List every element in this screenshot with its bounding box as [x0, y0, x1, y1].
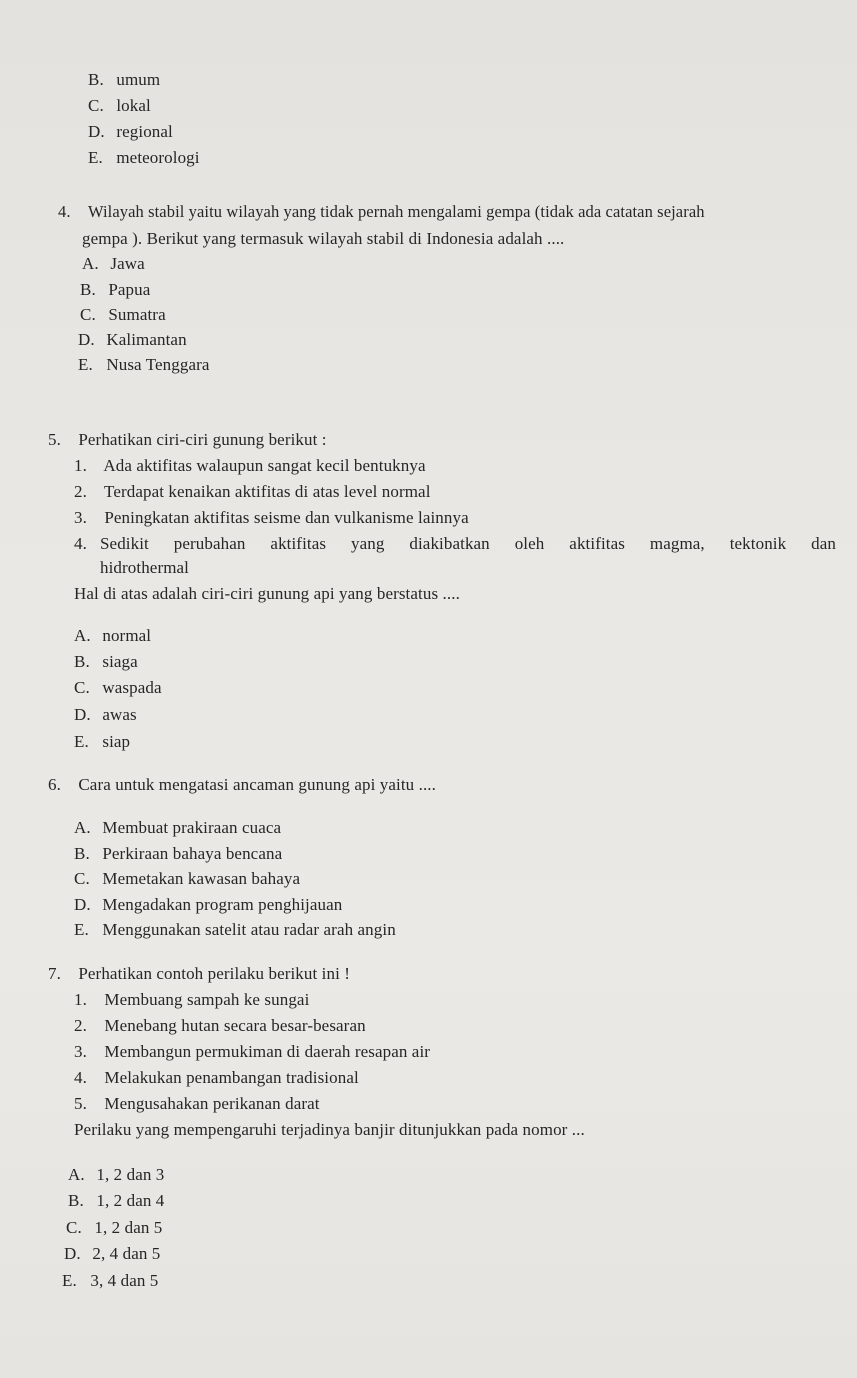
q7-item-2 [74, 1016, 366, 1036]
q7-option-e [62, 1271, 158, 1291]
option-text: Mengadakan program penghijauan [102, 895, 343, 914]
question-number: 6. [48, 775, 61, 794]
q6-option-e [74, 920, 396, 940]
option-text: waspada [102, 678, 162, 697]
q5-option-a [74, 626, 151, 646]
item-text: Ada aktifitas walaupun sangat kecil bentuknya [103, 456, 426, 475]
item-text: Sedikit perubahan aktifitas yang diakibatkan oleh aktifitas magma, tektonik dan [100, 534, 836, 553]
option-text: Nusa Tenggara [106, 355, 210, 374]
item-number: 3. [74, 508, 87, 527]
item-number: 2. [74, 1016, 87, 1035]
question-number: 5. [48, 430, 61, 449]
option-text: umum [116, 70, 161, 89]
option-letter: B. [88, 70, 104, 89]
q6-option-a [74, 818, 281, 838]
item-number: 5. [74, 1094, 87, 1113]
q5-item-3 [74, 508, 469, 528]
item-text: Menebang hutan secara besar-besaran [104, 1016, 366, 1035]
question-text: Perilaku yang mempengaruhi terjadinya banjir ditunjukkan pada nomor ... [74, 1120, 585, 1139]
item-number: 3. [74, 1042, 87, 1061]
q3-option-e [88, 148, 200, 168]
q7-item-1 [74, 990, 309, 1010]
option-letter: C. [88, 96, 104, 115]
item-text: Membuang sampah ke sungai [104, 990, 310, 1009]
item-text: Membangun permukiman di daerah resapan air [104, 1042, 431, 1061]
option-letter: E. [78, 355, 93, 374]
q7-item-4 [74, 1068, 359, 1088]
q5-option-d [74, 705, 137, 725]
option-letter: D. [78, 330, 95, 349]
option-text: 1, 2 dan 3 [96, 1165, 165, 1184]
q5-question [74, 584, 460, 604]
option-letter: A. [68, 1165, 85, 1184]
option-text: siap [102, 732, 131, 751]
q5-item-4-cont [100, 558, 189, 578]
option-letter: D. [88, 122, 105, 141]
item-number: 2. [74, 482, 87, 501]
question-number: 7. [48, 964, 61, 983]
q4-stem-line1 [58, 202, 705, 222]
option-text: Kalimantan [106, 330, 187, 349]
q7-stem [48, 964, 350, 984]
option-letter: E. [62, 1271, 77, 1290]
option-letter: C. [66, 1218, 82, 1237]
option-letter: C. [74, 869, 90, 888]
item-text: Terdapat kenaikan aktifitas di atas level normal [104, 482, 431, 501]
q4-option-a [82, 254, 145, 274]
option-text: lokal [116, 96, 151, 115]
option-text: Membuat prakiraan cuaca [102, 818, 282, 837]
question-text: gempa ). Berikut yang termasuk wilayah stabil di Indonesia adalah .... [82, 229, 565, 248]
q5-option-b [74, 652, 138, 672]
item-text: Peningkatan aktifitas seisme dan vulkanisme lainnya [104, 508, 469, 527]
option-letter: C. [74, 678, 90, 697]
option-text: regional [116, 122, 173, 141]
option-letter: A. [74, 818, 91, 837]
option-letter: C. [80, 305, 96, 324]
q5-item-4 [74, 534, 836, 554]
option-text: 1, 2 dan 5 [94, 1218, 163, 1237]
q7-item-5 [74, 1094, 320, 1114]
option-text: siaga [102, 652, 138, 671]
option-text: 3, 4 dan 5 [90, 1271, 159, 1290]
option-text: Sumatra [108, 305, 166, 324]
q7-option-a [68, 1165, 164, 1185]
option-text: meteorologi [116, 148, 200, 167]
q7-option-b [68, 1191, 164, 1211]
q7-option-d [64, 1244, 160, 1264]
option-letter: B. [74, 652, 90, 671]
q7-item-3 [74, 1042, 430, 1062]
option-text: 2, 4 dan 5 [92, 1244, 161, 1263]
q4-option-d [78, 330, 187, 350]
option-text: Perkiraan bahaya bencana [102, 844, 283, 863]
q7-option-c [66, 1218, 162, 1238]
option-text: Menggunakan satelit atau radar arah angin [102, 920, 396, 939]
q4-option-c [80, 305, 166, 325]
question-text: Hal di atas adalah ciri-ciri gunung api yang berstatus .... [74, 584, 460, 603]
q4-stem-line2 [82, 229, 564, 249]
option-text: normal [102, 626, 152, 645]
question-text: Wilayah stabil yaitu wilayah yang tidak pernah mengalami gempa (tidak ada catatan sejarah [87, 202, 705, 221]
question-number: 4. [58, 202, 71, 221]
item-text: hidrothermal [100, 558, 190, 577]
option-letter: B. [74, 844, 90, 863]
option-text: awas [102, 705, 137, 724]
item-number: 4. [74, 534, 87, 553]
option-text: Memetakan kawasan bahaya [102, 869, 301, 888]
q3-option-c [88, 96, 151, 116]
item-text: Mengusahakan perikanan darat [104, 1094, 320, 1113]
item-number: 1. [74, 990, 87, 1009]
option-letter: D. [64, 1244, 81, 1263]
question-text: Cara untuk mengatasi ancaman gunung api yaitu .... [78, 775, 437, 794]
item-number: 1. [74, 456, 87, 475]
option-letter: A. [74, 626, 91, 645]
question-text: Perhatikan ciri-ciri gunung berikut : [78, 430, 327, 449]
q6-option-c [74, 869, 300, 889]
q5-option-c [74, 678, 162, 698]
item-text: Melakukan penambangan tradisional [104, 1068, 359, 1087]
q5-option-e [74, 732, 130, 752]
q5-item-1 [74, 456, 426, 476]
question-text: Perhatikan contoh perilaku berikut ini ! [78, 964, 351, 983]
q7-question [74, 1120, 585, 1140]
option-letter: B. [80, 280, 96, 299]
option-text: Papua [108, 280, 151, 299]
option-letter: D. [74, 895, 91, 914]
option-letter: E. [74, 920, 89, 939]
q3-option-b [88, 70, 160, 90]
q5-stem [48, 430, 327, 450]
q6-stem [48, 775, 436, 795]
option-letter: E. [74, 732, 89, 751]
q4-option-e [78, 355, 210, 375]
option-letter: D. [74, 705, 91, 724]
q4-option-b [80, 280, 150, 300]
q6-option-b [74, 844, 282, 864]
item-number: 4. [74, 1068, 87, 1087]
q6-option-d [74, 895, 342, 915]
option-letter: A. [82, 254, 99, 273]
option-text: 1, 2 dan 4 [96, 1191, 165, 1210]
q5-item-2 [74, 482, 431, 502]
option-letter: E. [88, 148, 103, 167]
option-text: Jawa [110, 254, 145, 273]
option-letter: B. [68, 1191, 84, 1210]
q3-option-d [88, 122, 173, 142]
